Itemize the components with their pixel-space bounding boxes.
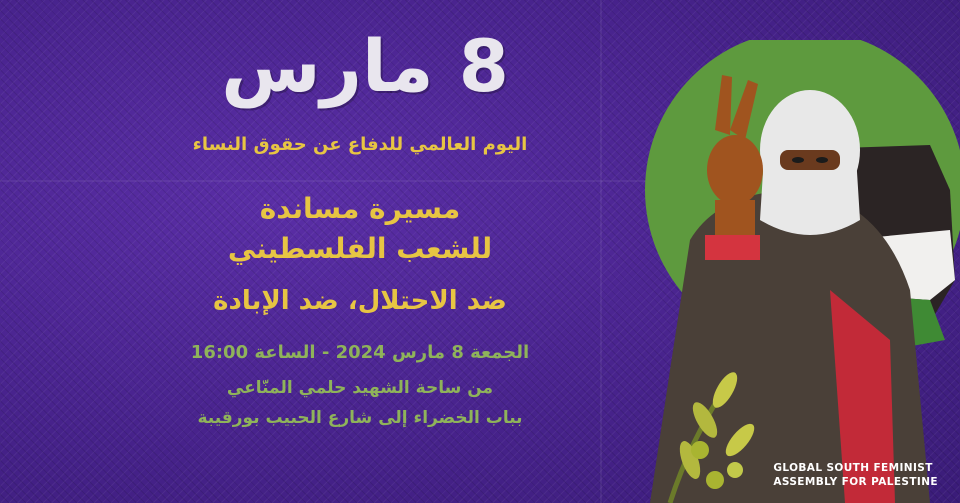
event-place-line1: من ساحة الشهيد حلمي المنّاعي xyxy=(226,378,494,398)
keffiyeh-head xyxy=(760,90,860,235)
poster-title: 8 مارس xyxy=(221,24,509,108)
event-place-line2: بباب الخضراء إلى شارع الحبيب بورقيبة xyxy=(197,408,523,428)
illustration xyxy=(630,40,960,503)
event-date-time: الجمعة 8 مارس 2024 - الساعة 16:00 xyxy=(190,342,530,363)
credit-line2: ASSEMBLY FOR PALESTINE xyxy=(773,476,938,488)
march-headline-line1: مسيرة مساندة xyxy=(259,192,461,225)
credit xyxy=(773,461,938,489)
slogan: ضد الاحتلال، ضد الإبادة xyxy=(213,286,507,316)
poster-subtitle: اليوم العالمي للدفاع عن حقوق النساء xyxy=(192,134,528,155)
march-headline-line2: للشعب الفلسطيني xyxy=(227,232,493,265)
paper-crease xyxy=(600,0,602,503)
credit-line1: GLOBAL SOUTH FEMINIST xyxy=(773,462,933,474)
